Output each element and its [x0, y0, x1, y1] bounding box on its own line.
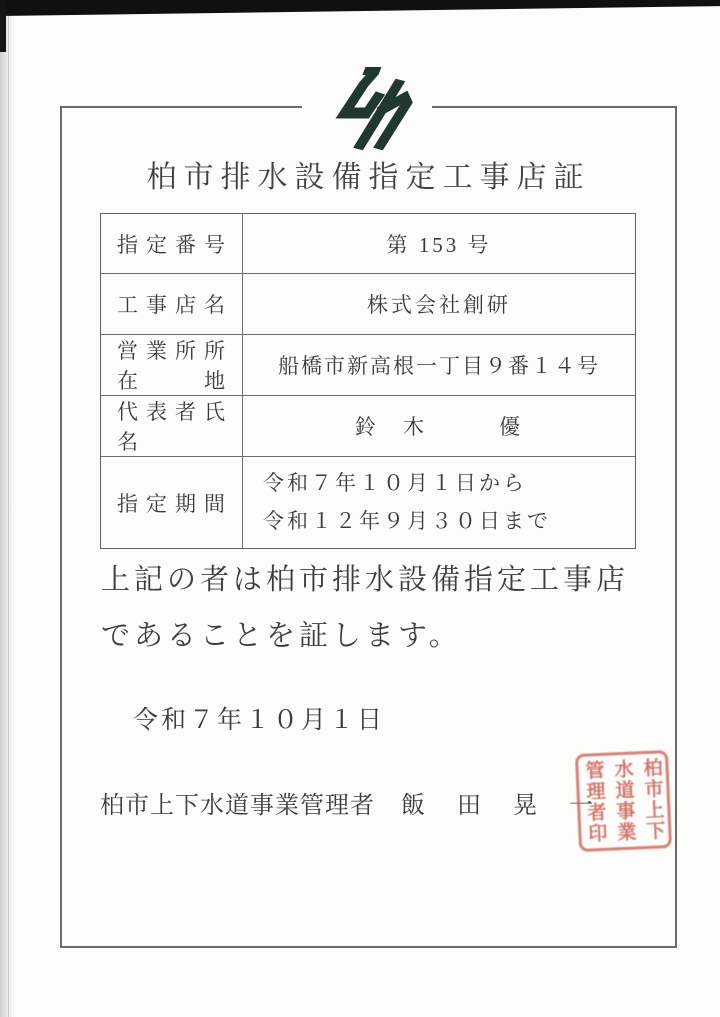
issuer-line [100, 785, 597, 820]
row-value-representative: 鈴 木 優 [243, 396, 635, 457]
issuer-title: 柏市上下水道事業管理者 [100, 793, 375, 819]
certificate-info-table [100, 213, 636, 549]
row-label-designation-period: 指定期間 [101, 457, 243, 548]
certificate-title: 柏市排水設備指定工事店証 [146, 161, 591, 194]
row-value-office-address: 船橋市新高根一丁目９番１４号 [243, 335, 635, 396]
row-value-shop-name: 株式会社創研 [243, 274, 635, 335]
scan-corner-artifact [0, 0, 6, 52]
row-value-designation-period [243, 457, 635, 548]
row-label-office-address: 営業所所在地 [101, 335, 243, 396]
period-to: 令和１２年９月３０日まで [263, 509, 551, 533]
row-label-shop-name: 工事店名 [101, 274, 243, 335]
certification-statement: 上記の者は柏市排水設備指定工事店であることを証します。 [101, 564, 630, 652]
drainage-mark-icon [315, 63, 419, 155]
issuer-name: 飯 田 晃 一 [401, 793, 597, 819]
seal-text: 柏市上下水道事業管理者印 [582, 757, 665, 845]
association-logo [302, 60, 432, 158]
official-red-seal [575, 750, 672, 852]
period-from: 令和７年１０月１日から [263, 471, 527, 495]
row-value-designation-number: 第 153 号 [243, 214, 635, 274]
row-label-designation-number: 指定番号 [101, 214, 243, 274]
issue-date: 令和７年１０月１日 [133, 707, 386, 734]
scan-left-edge-line [8, 0, 9, 1017]
row-label-representative: 代表者氏名 [101, 396, 243, 457]
